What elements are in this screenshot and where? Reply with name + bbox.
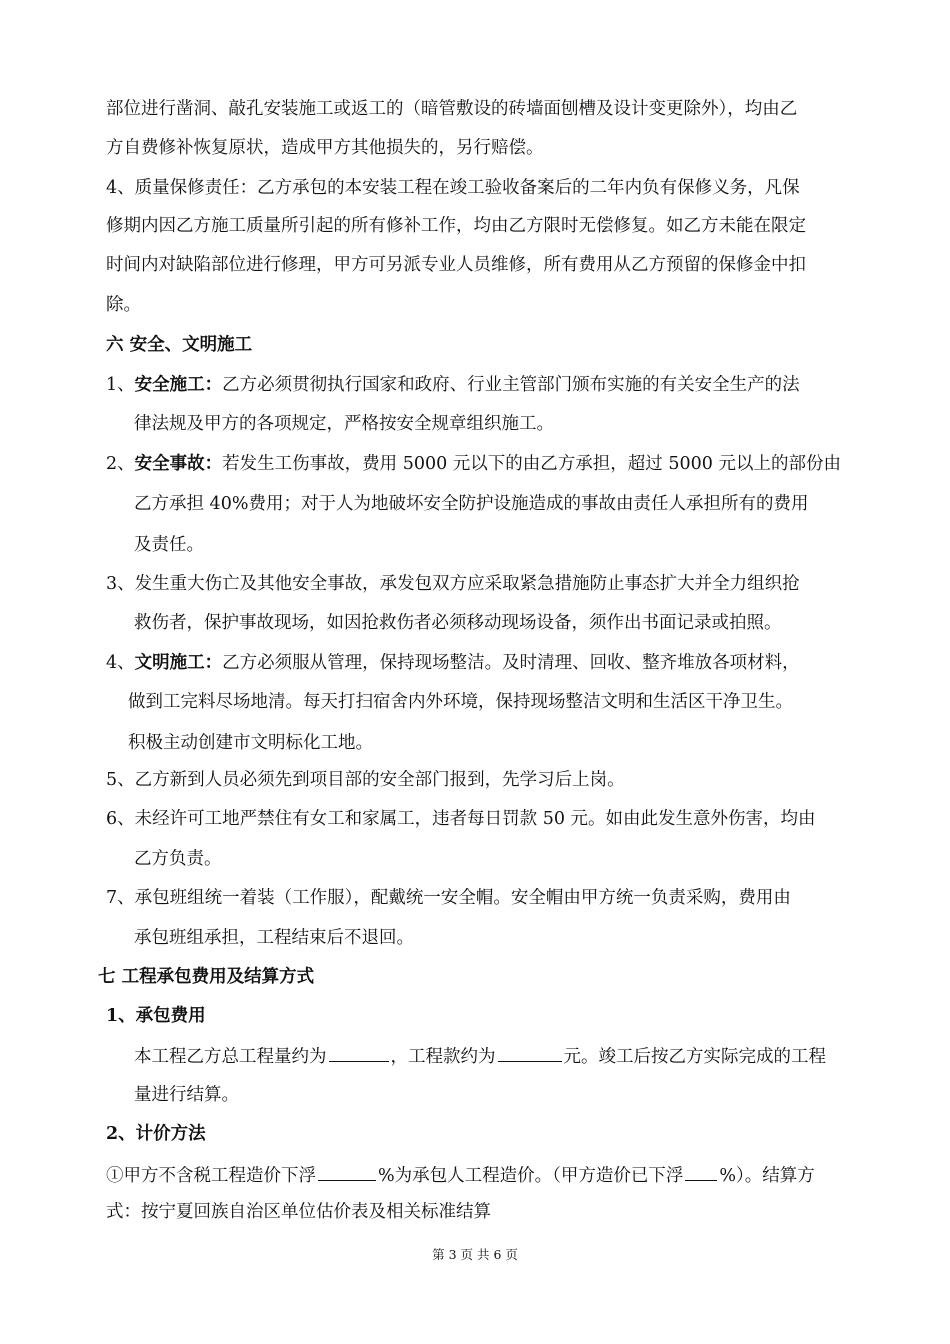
paragraph-line: 积极主动创建市文明标化工地。 [128, 733, 373, 753]
paragraph-line: 修期内因乙方施工质量所引起的所有修补工作，均由乙方限时无偿修复。如乙方未能在限定 [106, 216, 806, 236]
fee-text: 本工程乙方总工程量约为 [134, 1047, 327, 1067]
pricing-line [106, 1162, 906, 1188]
paragraph-line: 救伤者，保护事故现场，如因抢救伤者必须移动现场设备，须作出书面记录或拍照。 [134, 613, 782, 633]
paragraph-line: 乙方负责。 [134, 849, 222, 869]
pricing-text: %为承包人工程造价。（甲方造价已下浮 [378, 1166, 684, 1186]
discount-applied-blank[interactable] [685, 1162, 717, 1181]
item-keyword: 安全事故： [134, 454, 223, 474]
list-number: 2、 [106, 454, 135, 474]
contract-fee-line [134, 1043, 906, 1069]
paragraph-line: 部位进行凿洞、敲孔安装施工或返工的（暗管敷设的砖墙面刨槽及设计变更除外），均由乙 [106, 99, 798, 119]
paragraph-line: 承包班组承担，工程结束后不退回。 [134, 928, 414, 948]
discount-blank[interactable] [318, 1162, 376, 1181]
paragraph-line: 时间内对缺陷部位进行修理，甲方可另派专业人员维修，所有费用从乙方预留的保修金中扣 [106, 255, 806, 275]
list-item-2 [106, 452, 906, 476]
paragraph-line: 乙方承担 40%费用；对于人为地破坏安全防护设施造成的事故由责任人承担所有的费用 [134, 494, 809, 514]
list-item-7: 7、承包班组统一着装（工作服），配戴统一安全帽。安全帽由甲方统一负责采购，费用由 [106, 888, 791, 908]
section-heading-6: 六 安全、文明施工 [106, 335, 253, 355]
paragraph-line: 做到工完料尽场地清。每天打扫宿舍内外环境，保持现场整洁文明和生活区干净卫生。 [128, 692, 793, 712]
list-number: 4、 [106, 653, 135, 673]
item-keyword: 安全施工： [134, 375, 223, 395]
subheading-contract-fee: 1、承包费用 [106, 1006, 206, 1026]
paragraph-line: 式：按宁夏回族自治区单位估价表及相关标准结算 [106, 1202, 491, 1222]
amount-blank[interactable] [498, 1043, 562, 1062]
item-text: 乙方必须贯彻执行国家和政府、行业主管部门颁布实施的有关安全生产的法 [222, 375, 800, 395]
subheading-pricing-method: 2、计价方法 [106, 1124, 206, 1144]
list-item-3: 3、发生重大伤亡及其他安全事故，承发包双方应采取紧急措施防止事态扩大并全力组织抢 [106, 574, 800, 594]
section-heading-7: 七 工程承包费用及结算方式 [98, 967, 315, 987]
list-item-4 [106, 651, 906, 675]
paragraph-line: 除。 [106, 295, 141, 315]
list-item-1 [106, 373, 906, 397]
paragraph-line: 4、质量保修责任：乙方承包的本安装工程在竣工验收备案后的二年内负有保修义务，凡保 [106, 178, 800, 198]
item-text: 若发生工伤事故，费用 5000 元以下的由乙方承担，超过 5000 元以上的部份由 [222, 454, 841, 474]
item-text: 乙方必须服从管理，保持现场整洁。及时清理、回收、整齐堆放各项材料， [222, 653, 800, 673]
quantity-blank[interactable] [329, 1043, 389, 1062]
pricing-text: %）。结算方 [719, 1166, 815, 1186]
paragraph-line: 量进行结算。 [134, 1085, 239, 1105]
paragraph-line: 方自费修补恢复原状，造成甲方其他损失的，另行赔偿。 [106, 138, 544, 158]
paragraph-line: 及责任。 [134, 535, 204, 555]
pricing-text: ①甲方不含税工程造价下浮 [106, 1166, 316, 1186]
fee-text: 元。竣工后按乙方实际完成的工程 [563, 1047, 826, 1067]
list-item-6: 6、未经许可工地严禁住有女工和家属工，违者每日罚款 50 元。如由此发生意外伤害，均由 [106, 809, 816, 829]
paragraph-line: 律法规及甲方的各项规定，严格按安全规章组织施工。 [134, 414, 554, 434]
item-keyword: 文明施工： [134, 653, 223, 673]
fee-text: ，工程款约为 [390, 1047, 496, 1067]
page-footer: 第 3 页 共 6 页 [432, 1247, 518, 1262]
list-number: 1、 [106, 375, 135, 395]
list-item-5: 5、乙方新到人员必须先到项目部的安全部门报到，先学习后上岗。 [106, 770, 625, 790]
